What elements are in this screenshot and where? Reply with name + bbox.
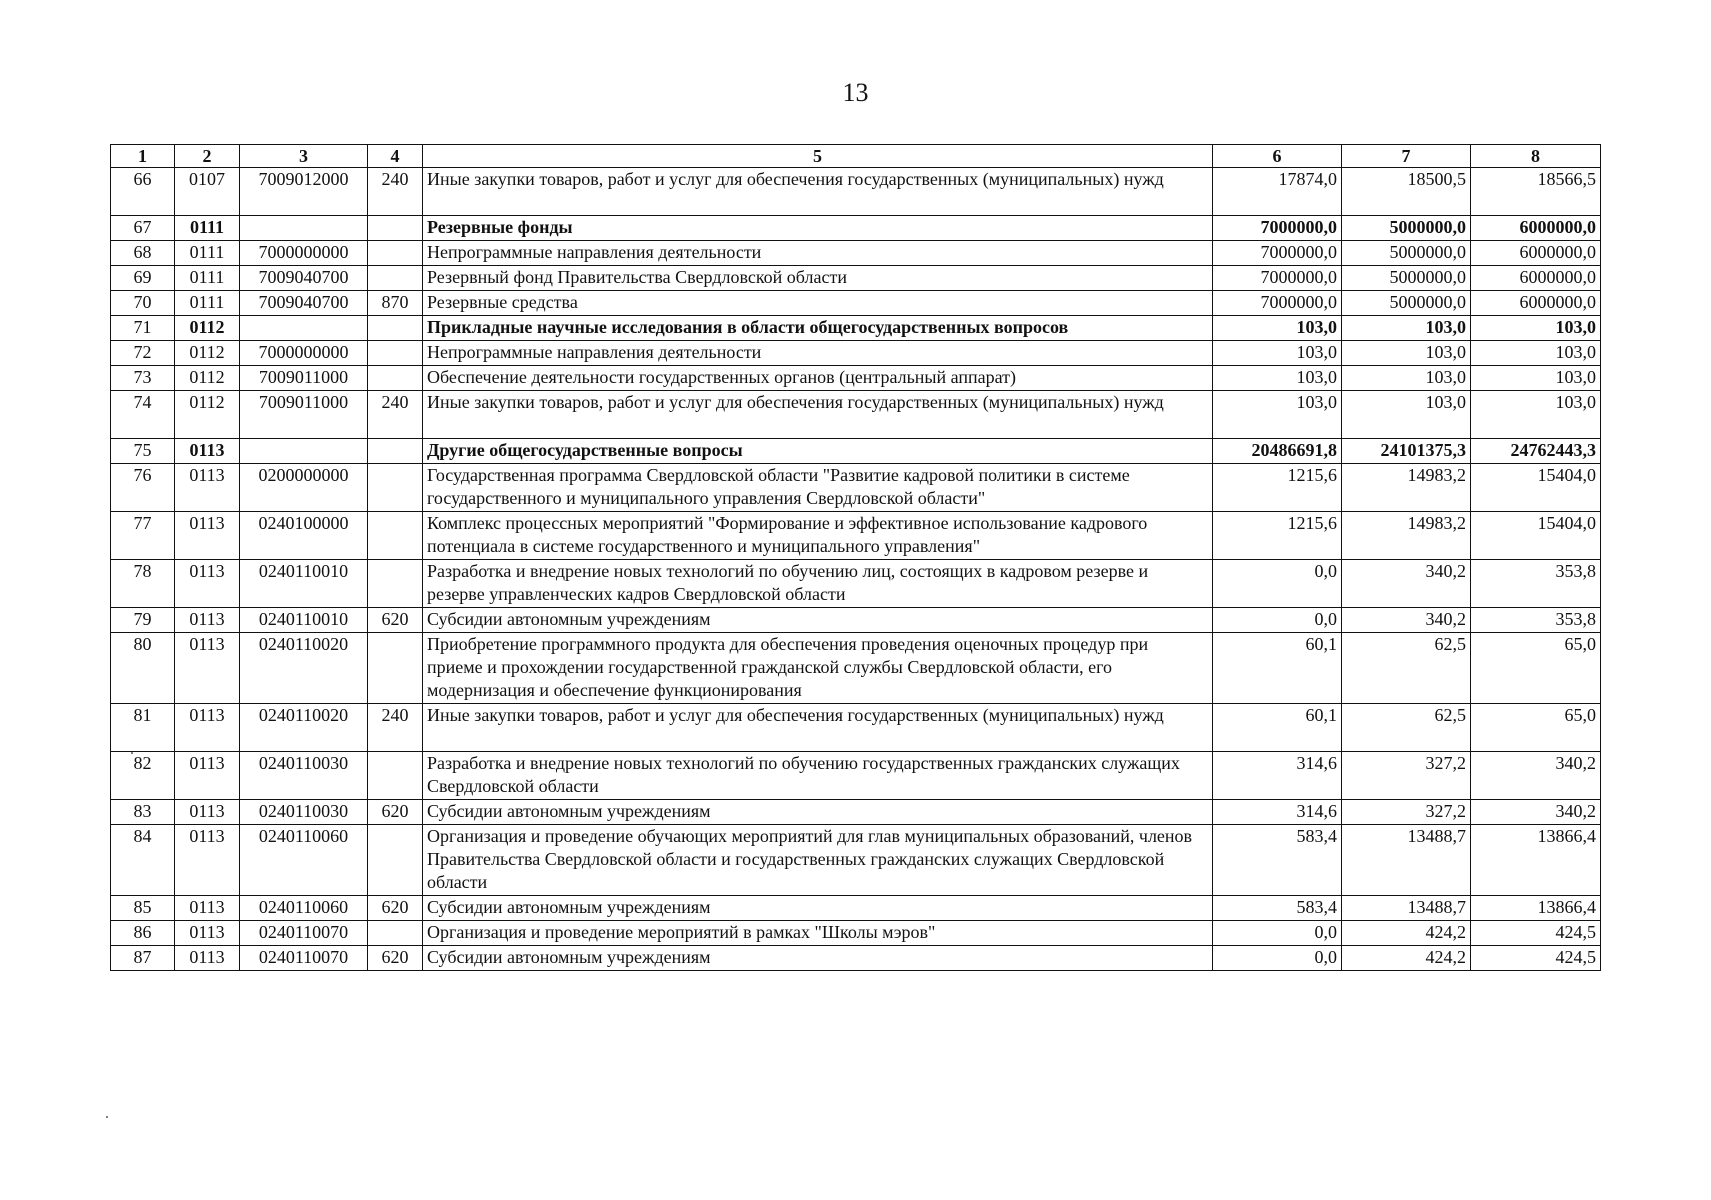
amount-col7-cell: 5000000,0 [1342,266,1471,291]
target-article-cell: 7009040700 [240,266,368,291]
amount-col8-cell: 424,5 [1471,921,1601,946]
expense-type-cell: 620 [368,800,423,825]
section-code-cell: 0113 [175,704,240,752]
amount-col7-cell: 18500,5 [1342,168,1471,216]
table-row [111,800,1601,825]
expense-type-cell [368,366,423,391]
amount-col6-cell: 583,4 [1213,825,1342,896]
amount-col7-cell: 340,2 [1342,560,1471,608]
amount-col7-cell: 103,0 [1342,316,1471,341]
target-article-cell: 0240110010 [240,608,368,633]
target-article-cell: 0240110070 [240,921,368,946]
target-article-cell: 0240110060 [240,896,368,921]
header-cell: 1 [111,145,175,168]
target-article-cell: 7009011000 [240,366,368,391]
amount-col7-cell: 14983,2 [1342,512,1471,560]
item-name-cell: Субсидии автономным учреждениям [423,896,1213,921]
expense-type-cell: 240 [368,704,423,752]
expense-type-cell [368,439,423,464]
row-number-cell: 67 [111,216,175,241]
amount-col6-cell: 103,0 [1213,316,1342,341]
amount-col7-cell: 327,2 [1342,800,1471,825]
table-row [111,896,1601,921]
table-row [111,216,1601,241]
amount-col6-cell: 0,0 [1213,946,1342,971]
target-article-cell: 0240110030 [240,752,368,800]
amount-col8-cell: 353,8 [1471,560,1601,608]
item-name-cell: Комплекс процессных мероприятий "Формирование и эффективное использование кадрового потенциала в системе государственного и муниципального управления" [423,512,1213,560]
expense-type-cell [368,921,423,946]
amount-col6-cell: 103,0 [1213,366,1342,391]
page-number: 13 [842,78,869,107]
header-cell: 3 [240,145,368,168]
target-article-cell: 0240110030 [240,800,368,825]
table-row [111,316,1601,341]
target-article-cell: 7009040700 [240,291,368,316]
table-row [111,241,1601,266]
header-cell: 7 [1342,145,1471,168]
table-row [111,512,1601,560]
item-name-cell: Субсидии автономным учреждениям [423,608,1213,633]
target-article-cell: 0240110060 [240,825,368,896]
amount-col6-cell: 103,0 [1213,341,1342,366]
amount-col7-cell: 24101375,3 [1342,439,1471,464]
table-row [111,464,1601,512]
section-code-cell: 0113 [175,825,240,896]
section-code-cell: 0111 [175,216,240,241]
table-row [111,291,1601,316]
amount-col7-cell: 5000000,0 [1342,241,1471,266]
amount-col6-cell: 7000000,0 [1213,291,1342,316]
expense-type-cell: 620 [368,608,423,633]
row-number-cell: 85 [111,896,175,921]
amount-col7-cell: 62,5 [1342,704,1471,752]
section-code-cell: 0113 [175,921,240,946]
table-row [111,608,1601,633]
row-number-cell: 79 [111,608,175,633]
item-name-cell: Разработка и внедрение новых технологий по обучению государственных гражданских служащих Свердловской области [423,752,1213,800]
amount-col6-cell: 583,4 [1213,896,1342,921]
header-cell: 8 [1471,145,1601,168]
amount-col7-cell: 327,2 [1342,752,1471,800]
section-code-cell: 0112 [175,341,240,366]
row-number-cell: 84 [111,825,175,896]
amount-col7-cell: 5000000,0 [1342,216,1471,241]
item-name-cell: Иные закупки товаров, работ и услуг для обеспечения государственных (муниципальных) нужд [423,704,1213,752]
expense-type-cell: 870 [368,291,423,316]
section-code-cell: 0113 [175,512,240,560]
amount-col8-cell: 65,0 [1471,633,1601,704]
item-name-cell: Непрограммные направления деятельности [423,241,1213,266]
section-code-cell: 0113 [175,608,240,633]
item-name-cell: Другие общегосударственные вопросы [423,439,1213,464]
amount-col7-cell: 424,2 [1342,921,1471,946]
row-number-cell: 73 [111,366,175,391]
amount-col7-cell: 13488,7 [1342,896,1471,921]
row-number-cell: 75 [111,439,175,464]
target-article-cell [240,216,368,241]
expense-type-cell [368,266,423,291]
budget-table [110,144,1601,971]
row-number-cell: 82 [111,752,175,800]
item-name-cell: Обеспечение деятельности государственных органов (центральный аппарат) [423,366,1213,391]
amount-col6-cell: 7000000,0 [1213,216,1342,241]
target-article-cell: 7009011000 [240,391,368,439]
item-name-cell: Резервные средства [423,291,1213,316]
target-article-cell: 0240100000 [240,512,368,560]
row-number-cell: 86 [111,921,175,946]
table-row [111,341,1601,366]
amount-col8-cell: 353,8 [1471,608,1601,633]
target-article-cell: 0200000000 [240,464,368,512]
expense-type-cell: 240 [368,391,423,439]
table-body [111,168,1601,971]
scan-speck [106,1116,108,1118]
target-article-cell: 0240110020 [240,704,368,752]
amount-col8-cell: 340,2 [1471,752,1601,800]
amount-col8-cell: 65,0 [1471,704,1601,752]
amount-col7-cell: 62,5 [1342,633,1471,704]
amount-col6-cell: 0,0 [1213,921,1342,946]
table-row [111,560,1601,608]
item-name-cell: Субсидии автономным учреждениям [423,800,1213,825]
amount-col8-cell: 13866,4 [1471,896,1601,921]
table-row [111,391,1601,439]
section-code-cell: 0113 [175,946,240,971]
table-row [111,266,1601,291]
amount-col8-cell: 340,2 [1471,800,1601,825]
target-article-cell: 0240110010 [240,560,368,608]
table-row [111,825,1601,896]
expense-type-cell [368,825,423,896]
expense-type-cell [368,241,423,266]
amount-col7-cell: 103,0 [1342,391,1471,439]
amount-col6-cell: 7000000,0 [1213,241,1342,266]
target-article-cell: 7009012000 [240,168,368,216]
amount-col8-cell: 24762443,3 [1471,439,1601,464]
target-article-cell: 7000000000 [240,241,368,266]
item-name-cell: Иные закупки товаров, работ и услуг для обеспечения государственных (муниципальных) нужд [423,168,1213,216]
table-row [111,366,1601,391]
target-article-cell [240,439,368,464]
target-article-cell: 0240110070 [240,946,368,971]
amount-col8-cell: 15404,0 [1471,464,1601,512]
header-row [111,145,1601,168]
row-number-cell: 83 [111,800,175,825]
amount-col6-cell: 1215,6 [1213,464,1342,512]
amount-col6-cell: 0,0 [1213,560,1342,608]
item-name-cell: Резервный фонд Правительства Свердловской области [423,266,1213,291]
amount-col8-cell: 18566,5 [1471,168,1601,216]
expense-type-cell [368,464,423,512]
header-cell: 6 [1213,145,1342,168]
item-name-cell: Иные закупки товаров, работ и услуг для обеспечения государственных (муниципальных) нужд [423,391,1213,439]
amount-col6-cell: 0,0 [1213,608,1342,633]
amount-col6-cell: 20486691,8 [1213,439,1342,464]
amount-col7-cell: 14983,2 [1342,464,1471,512]
item-name-cell: Субсидии автономным учреждениям [423,946,1213,971]
row-number-cell: 87 [111,946,175,971]
table-row [111,946,1601,971]
header-cell: 4 [368,145,423,168]
table-row [111,921,1601,946]
amount-col8-cell: 424,5 [1471,946,1601,971]
expense-type-cell: 240 [368,168,423,216]
amount-col6-cell: 60,1 [1213,633,1342,704]
row-number-cell: 71 [111,316,175,341]
amount-col6-cell: 314,6 [1213,800,1342,825]
item-name-cell: Непрограммные направления деятельности [423,341,1213,366]
amount-col8-cell: 103,0 [1471,316,1601,341]
amount-col8-cell: 6000000,0 [1471,266,1601,291]
target-article-cell: 0240110020 [240,633,368,704]
amount-col6-cell: 17874,0 [1213,168,1342,216]
item-name-cell: Разработка и внедрение новых технологий по обучению лиц, состоящих в кадровом резерве и резерве управленческих кадров Свердловской области [423,560,1213,608]
expense-type-cell: 620 [368,896,423,921]
row-number-cell: 72 [111,341,175,366]
table-row [111,704,1601,752]
header-cell: 5 [423,145,1213,168]
expense-type-cell [368,341,423,366]
expense-type-cell: 620 [368,946,423,971]
expense-type-cell [368,316,423,341]
section-code-cell: 0113 [175,800,240,825]
expense-type-cell [368,216,423,241]
amount-col6-cell: 1215,6 [1213,512,1342,560]
table-row [111,633,1601,704]
amount-col6-cell: 7000000,0 [1213,266,1342,291]
row-number-cell: 80 [111,633,175,704]
amount-col7-cell: 5000000,0 [1342,291,1471,316]
row-number-cell: 68 [111,241,175,266]
expense-type-cell [368,560,423,608]
section-code-cell: 0113 [175,464,240,512]
amount-col8-cell: 13866,4 [1471,825,1601,896]
scan-speck [131,752,133,754]
amount-col7-cell: 103,0 [1342,366,1471,391]
item-name-cell: Организация и проведение обучающих мероприятий для глав муниципальных образований, членов Правительства Свердловской области и государственных гражданских служащих Свердловской области [423,825,1213,896]
section-code-cell: 0113 [175,752,240,800]
amount-col8-cell: 103,0 [1471,341,1601,366]
expense-type-cell [368,633,423,704]
section-code-cell: 0112 [175,391,240,439]
table-row [111,439,1601,464]
amount-col8-cell: 103,0 [1471,366,1601,391]
section-code-cell: 0107 [175,168,240,216]
section-code-cell: 0113 [175,439,240,464]
section-code-cell: 0112 [175,366,240,391]
item-name-cell: Резервные фонды [423,216,1213,241]
section-code-cell: 0112 [175,316,240,341]
row-number-cell: 77 [111,512,175,560]
amount-col7-cell: 424,2 [1342,946,1471,971]
amount-col7-cell: 13488,7 [1342,825,1471,896]
section-code-cell: 0113 [175,560,240,608]
target-article-cell: 7000000000 [240,341,368,366]
row-number-cell: 70 [111,291,175,316]
row-number-cell: 81 [111,704,175,752]
amount-col8-cell: 15404,0 [1471,512,1601,560]
expense-type-cell [368,512,423,560]
target-article-cell [240,316,368,341]
amount-col6-cell: 60,1 [1213,704,1342,752]
row-number-cell: 74 [111,391,175,439]
table-row [111,752,1601,800]
row-number-cell: 78 [111,560,175,608]
amount-col7-cell: 103,0 [1342,341,1471,366]
row-number-cell: 76 [111,464,175,512]
table-row [111,168,1601,216]
amount-col6-cell: 103,0 [1213,391,1342,439]
section-code-cell: 0111 [175,266,240,291]
row-number-cell: 69 [111,266,175,291]
expense-type-cell [368,752,423,800]
section-code-cell: 0113 [175,896,240,921]
header-cell: 2 [175,145,240,168]
amount-col8-cell: 6000000,0 [1471,216,1601,241]
item-name-cell: Приобретение программного продукта для обеспечения проведения оценочных процедур при приеме и прохождении государственной гражданской службы Свердловской области, его модернизация и обеспечение функционирования [423,633,1213,704]
amount-col8-cell: 6000000,0 [1471,241,1601,266]
section-code-cell: 0111 [175,241,240,266]
item-name-cell: Прикладные научные исследования в области общегосударственных вопросов [423,316,1213,341]
amount-col8-cell: 6000000,0 [1471,291,1601,316]
item-name-cell: Организация и проведение мероприятий в рамках "Школы мэров" [423,921,1213,946]
amount-col8-cell: 103,0 [1471,391,1601,439]
amount-col7-cell: 340,2 [1342,608,1471,633]
amount-col6-cell: 314,6 [1213,752,1342,800]
section-code-cell: 0113 [175,633,240,704]
section-code-cell: 0111 [175,291,240,316]
row-number-cell: 66 [111,168,175,216]
item-name-cell: Государственная программа Свердловской области "Развитие кадровой политики в системе государственного и муниципального управления Свердловской области" [423,464,1213,512]
